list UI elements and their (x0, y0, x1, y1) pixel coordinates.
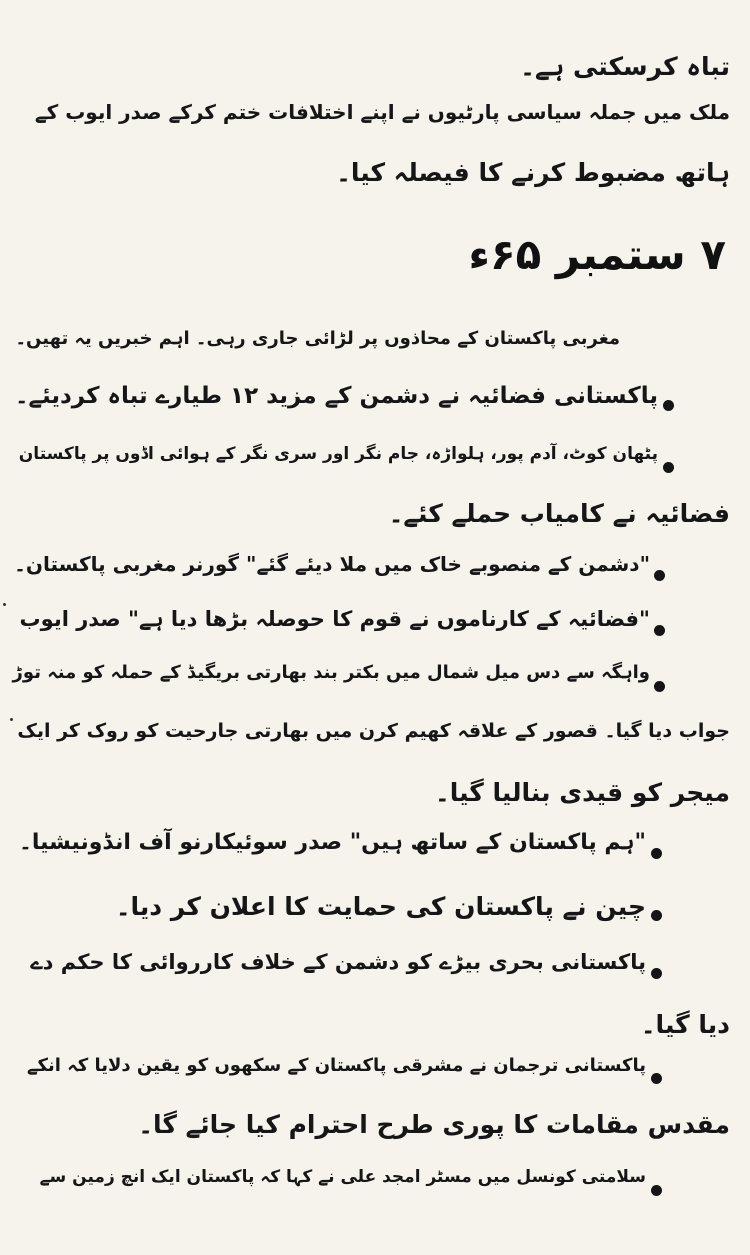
list-item: پاکستانی فضائیہ نے دشمن کے مزید ۱۲ طیارے تباہ کردیئے۔ (15, 383, 658, 409)
bullet-icon (654, 625, 665, 636)
text-line: دیا گیا۔ (640, 1010, 730, 1039)
list-item: سلامتی کونسل میں مسٹر امجد علی نے کہا کہ پاکستان ایک انچ زمین سے (39, 1167, 646, 1187)
bullet-icon (651, 968, 662, 979)
text-line: فضائیہ نے کامیاب حملے کئے۔ (388, 499, 730, 528)
bullet-icon (654, 681, 665, 692)
text-line: مغربی پاکستان کے محاذوں پر لڑائی جاری رہی۔ اہم خبریں یہ تھیں۔ (15, 328, 620, 349)
date-heading: ۷ ستمبر ۶۵ء (468, 230, 726, 279)
bullet-icon (651, 848, 662, 859)
text-line: جواب دیا گیا۔ قصور کے علاقہ کھیم کرن میں بھارتی جارحیت کو روک کر ایک (17, 720, 730, 742)
bullet-icon (651, 1073, 662, 1084)
list-item: "ہم پاکستان کے ساتھ ہیں" صدر سوئیکارنو آف انڈونیشیا۔ (18, 830, 646, 855)
bullet-icon (654, 570, 665, 581)
bullet-icon (651, 1185, 662, 1196)
text-line: مقدس مقامات کا پوری طرح احترام کیا جائے گا۔ (138, 1110, 730, 1139)
text-line: ملک میں جملہ سیاسی پارٹیوں نے اپنے اختلافات ختم کرکے صدر ایوب کے (34, 100, 730, 124)
bullet-icon (663, 400, 674, 411)
paper-speck (3, 603, 6, 606)
bullet-icon (651, 910, 662, 921)
text-line: تباہ کرسکتی ہے۔ (520, 52, 730, 81)
list-item: "فضائیہ کے کارناموں نے قوم کا حوصلہ بڑھا دیا ہے" صدر ایوب (19, 607, 650, 631)
bullet-icon (663, 462, 674, 473)
list-item: پاکستانی بحری بیڑے کو دشمن کے خلاف کارروائی کا حکم دے (30, 950, 646, 974)
list-item: پٹھان کوٹ، آدم پور، ہلواڑہ، جام نگر اور سری نگر کے ہوائی اڈوں پر پاکستان (18, 444, 658, 464)
text-line: میجر کو قیدی بنالیا گیا۔ (435, 778, 730, 807)
paper-speck (10, 718, 13, 721)
text-line: ہاتھ مضبوط کرنے کا فیصلہ کیا۔ (336, 158, 730, 187)
list-item: پاکستانی ترجمان نے مشرقی پاکستان کے سکھوں کو یقین دلایا کہ انکے (26, 1055, 646, 1076)
list-item: "دشمن کے منصوبے خاک میں ملا دیئے گئے" گورنر مغربی پاکستان۔ (14, 552, 650, 576)
list-item: واہگہ سے دس میل شمال میں بکتر بند بھارتی بریگیڈ کے حملہ کو منہ توڑ (12, 662, 650, 683)
list-item: چین نے پاکستان کی حمایت کا اعلان کر دیا۔ (115, 892, 646, 921)
